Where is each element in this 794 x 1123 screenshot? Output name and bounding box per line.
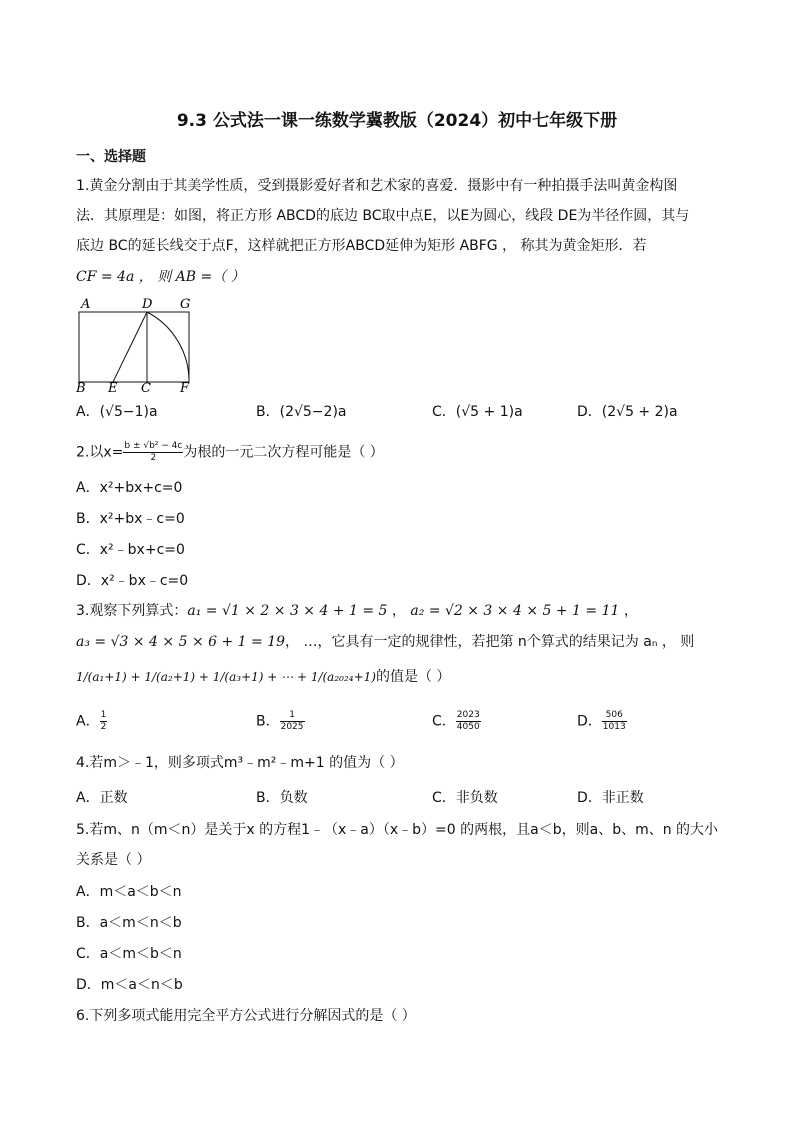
q2-fraction bbox=[123, 441, 183, 464]
q3-option-a-den: 2 bbox=[100, 722, 107, 732]
label-g: G bbox=[180, 297, 191, 312]
page-title: 9.3 公式法一课一练数学冀教版（2024）初中七年级下册 bbox=[176, 111, 618, 131]
q5-option-c[interactable]: C．a＜m＜b＜n bbox=[76, 946, 182, 962]
q3-option-c-label: C． bbox=[432, 713, 456, 730]
q1-line-4: CF = 4a ， 则 AB =（ ） bbox=[76, 269, 245, 285]
q3-option-c-fraction bbox=[456, 710, 481, 733]
q1-option-a[interactable]: A．(√5−1)a bbox=[76, 404, 158, 420]
q3-comma-1: ， bbox=[387, 603, 411, 619]
q1-option-d[interactable]: D．(2√5 + 2)a bbox=[577, 404, 678, 420]
q3-option-d-fraction bbox=[602, 710, 627, 733]
q6-stem: 6.下列多项式能用完全平方公式进行分解因式的是（ ） bbox=[76, 1008, 416, 1024]
section-heading: 一、选择题 bbox=[76, 149, 146, 165]
label-d: D bbox=[142, 297, 153, 312]
q2-stem-post: 为根的一元二次方程可能是（ ） bbox=[183, 444, 384, 461]
q3-option-b-label: B． bbox=[256, 713, 280, 730]
q5-line-2: 关系是（ ） bbox=[76, 852, 151, 868]
q1-line-3: 底边 BC的延长线交于点F，这样就把正方形ABCD延伸为矩形 ABFG ， 称其为黄金矩形．若 bbox=[76, 238, 647, 254]
q2-option-b[interactable]: B．x²+bx﹣c=0 bbox=[76, 511, 185, 527]
q3-sum-expression: 1/(a₁+1) + 1/(a₂+1) + 1/(a₃+1) + ⋯ + 1/(a₂₀₂₄+1) bbox=[76, 670, 376, 684]
q1-option-c[interactable]: C．(√5 + 1)a bbox=[432, 404, 523, 420]
q3-line-2 bbox=[76, 632, 694, 652]
q3-a2: a₂ = √2 × 3 × 4 × 5 + 1 = 11 bbox=[410, 603, 620, 619]
q3-option-a-num: 1 bbox=[100, 710, 107, 720]
label-a: A bbox=[81, 297, 91, 312]
q3-comma-2: ， bbox=[619, 603, 638, 619]
q2-option-d[interactable]: D．x²﹣bx﹣c=0 bbox=[76, 573, 189, 589]
q3-rule-text: ， …，它具有一定的规律性，若把第 n个算式的结果记为 aₙ ， 则 bbox=[285, 634, 695, 650]
q1-line-1: 1.黄金分割由于其美学性质，受到摄影爱好者和艺术家的喜爱．摄影中有一种拍摄手法叫黄金构图 bbox=[76, 178, 678, 194]
q3-line-3 bbox=[76, 667, 450, 687]
q3-option-b-num: 1 bbox=[280, 710, 305, 722]
q3-option-d-den: 1013 bbox=[602, 722, 626, 732]
segment-de bbox=[113, 312, 147, 382]
q3-option-d[interactable] bbox=[577, 710, 627, 733]
q5-option-a[interactable]: A．m＜a＜b＜n bbox=[76, 884, 182, 900]
arc-df bbox=[147, 312, 189, 382]
q3-option-b-fraction bbox=[280, 710, 305, 733]
q5-option-b[interactable]: B．a＜m＜n＜b bbox=[76, 915, 182, 931]
q4-option-b[interactable]: B．负数 bbox=[256, 790, 308, 806]
q3-sum-post: 的值是（ ） bbox=[375, 669, 451, 685]
q3-option-c[interactable] bbox=[432, 710, 481, 733]
q2-stem bbox=[76, 441, 384, 464]
q3-option-c-num: 2023 bbox=[456, 710, 480, 720]
label-f: F bbox=[180, 381, 190, 392]
q3-option-c-den: 4050 bbox=[456, 722, 480, 732]
q2-fraction-num: b ± √b² − 4c bbox=[124, 441, 183, 451]
q4-option-d[interactable]: D．非正数 bbox=[577, 790, 644, 806]
q3-option-a-label: A． bbox=[76, 713, 100, 730]
rectangle-abfg bbox=[79, 312, 189, 382]
label-e: E bbox=[108, 381, 118, 392]
q3-intro: 3.观察下列算式： bbox=[76, 603, 188, 619]
q3-option-d-label: D． bbox=[577, 713, 602, 730]
q4-stem: 4.若m＞﹣1，则多项式m³﹣m²﹣m+1 的值为（ ） bbox=[76, 755, 404, 771]
label-c: C bbox=[141, 381, 151, 392]
q3-option-a-fraction bbox=[100, 710, 108, 733]
q2-option-c[interactable]: C．x²﹣bx+c=0 bbox=[76, 542, 185, 558]
label-b: B bbox=[76, 381, 86, 392]
q3-option-d-num: 506 bbox=[602, 710, 627, 722]
q3-option-b[interactable] bbox=[256, 710, 305, 733]
q5-option-d[interactable]: D．m＜a＜n＜b bbox=[76, 977, 183, 993]
q3-option-a[interactable] bbox=[76, 710, 107, 733]
q3-line-1 bbox=[76, 601, 638, 621]
q4-option-a[interactable]: A．正数 bbox=[76, 790, 128, 806]
q3-option-b-den: 2025 bbox=[280, 722, 304, 732]
q2-stem-pre: 2.以x= bbox=[76, 444, 124, 461]
q5-line-1: 5.若m、n（m＜n）是关于x 的方程1﹣（x﹣a）（x﹣b）=0 的两根，且a＜b，则a、b、m、n 的大小 bbox=[76, 822, 719, 838]
q4-option-c[interactable]: C．非负数 bbox=[432, 790, 498, 806]
q3-a3: a₃ = √3 × 4 × 5 × 6 + 1 = 19 bbox=[76, 634, 286, 650]
q2-option-a[interactable]: A．x²+bx+c=0 bbox=[76, 480, 183, 496]
q1-option-b[interactable]: B．(2√5−2)a bbox=[256, 404, 347, 420]
q3-a1: a₁ = √1 × 2 × 3 × 4 + 1 = 5 bbox=[187, 603, 388, 619]
golden-rectangle-figure bbox=[76, 296, 196, 392]
q2-fraction-den: 2 bbox=[150, 453, 157, 463]
q1-line-2: 法．其原理是：如图，将正方形 ABCD的底边 BC取中点E，以E为圆心，线段 DE为半径作圆，其与 bbox=[76, 208, 690, 224]
